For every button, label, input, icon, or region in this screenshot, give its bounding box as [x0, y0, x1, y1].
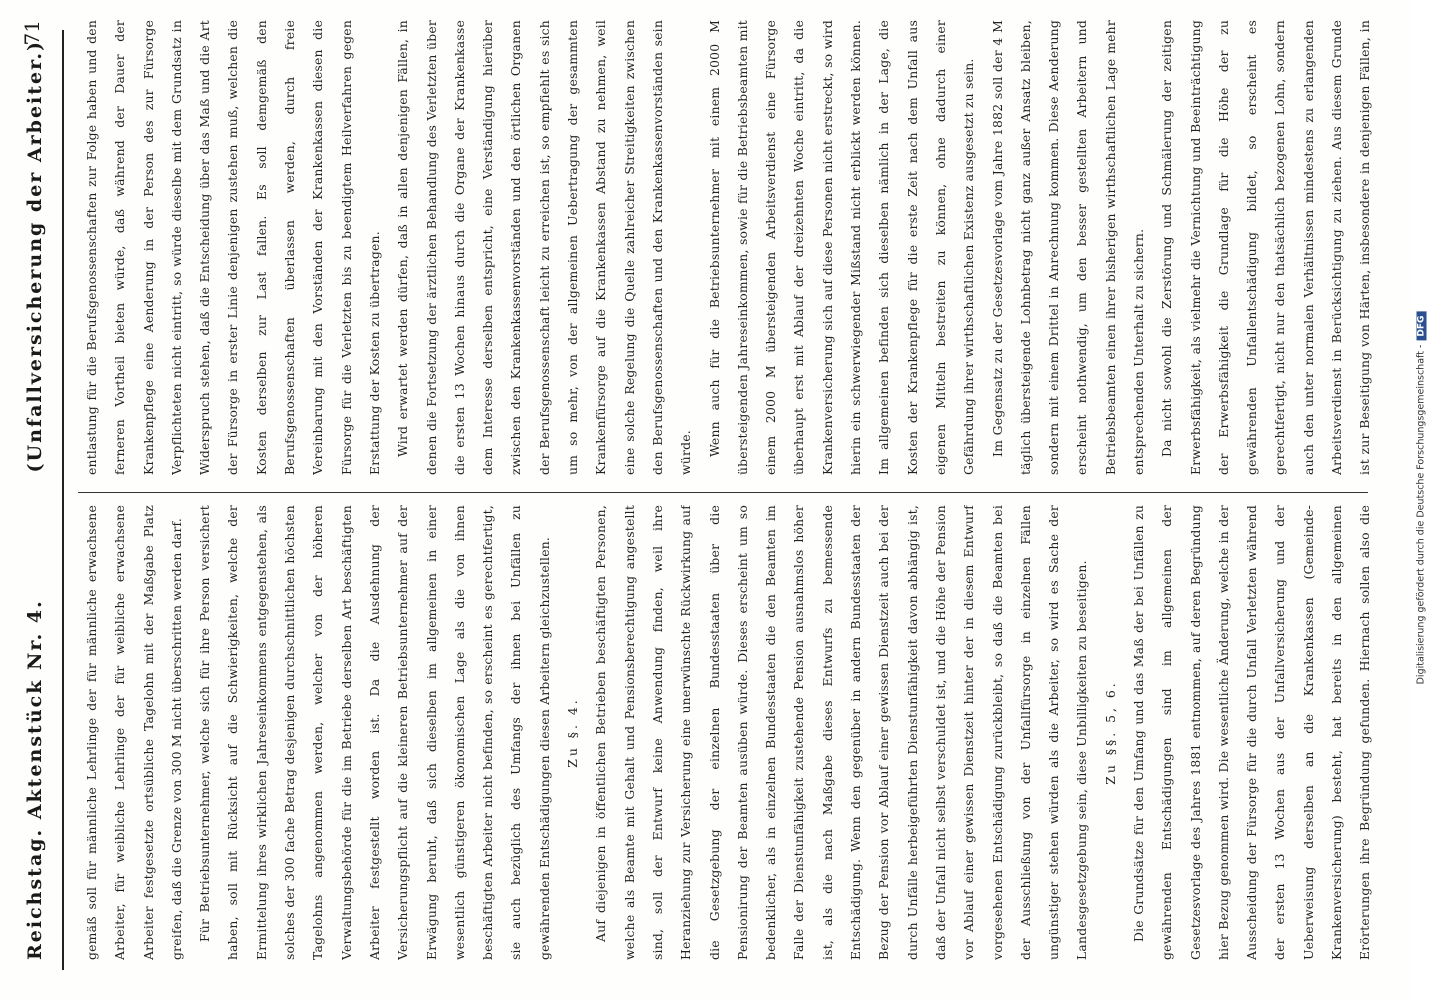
paragraph: Wenn auch für die Betriebsunternehmer mit einem 2000 M übersteigenden Jahreseinkommen, sowie für die Betriebsbeamten mit einem 2000 M übersteigenden Arbeitsverdienst eine Fürsorge überhaupt erst mit Ablauf der dreizehnten Woche eintritt, da die Krankenversicherung sich auf diese Personen nicht erstreckt, so wird hierin ein schwerwiegender Mißstand nicht erblickt werden können. Im allgemeinen befinden sich dieselben nämlich in der Lage, die Kosten der Krankenpflege für die erste Zeit nach dem Unfall aus eigenen Mitteln bestreiten zu können, ohne dadurch einer Gefährdung ihrer wirthschaftlichen Existenz ausgesetzt zu sein. — [706, 20, 977, 475]
right-text-column — [78, 20, 1378, 475]
stamp-text: Digitalisierung gefördert durch die Deutsche Forschungsgemeinschaft - — [1415, 344, 1427, 685]
paragraph: Auf diejenigen in öffentlichen Betrieben beschäftigten Personen, welche als Beamte mit Gehalt und Pensionsberechtigung angestellt sind, soll der Entwurf keine Anwendung finden, weil ihre Heranziehung zur Versicherung eine unerwünschte Rückwirkung auf die Gesetzgebung der einzelnen Bundesstaaten über die Pensionirung der Beamten ausüben würde. Dieses erscheint um so bedenklicher, als in einzelnen Bundesstaaten die den Beamten im Falle der Dienstunfähigkeit zustehende Pension ausnahmslos höher ist, als die nach Maßgabe dieses Entwurfs zu bemessende Entschädigung. Wenn den gegenüber in andern Bundesstaaten der Bezug der Pension vor Ablauf einer gewissen Dienstzeit auch bei der durch Unfälle herbeigeführten Dienstunfähigkeit davon abhängig ist, daß der Unfall nicht selbst verschuldet ist, und die Höhe der Pension vor Ablauf einer gewissen Dienstzeit hinter der in diesem Entwurf vorgesehenen Entschädigung zurückbleibt, so daß die Beamten bei der Ausschließung von der Unfallfürsorge in einzelnen Fällen ungünstiger stehen würden als die Arbeiter, so wird es Sache der Landesgesetzgebung sein, diese Unbilligkeiten zu beseitigen. — [593, 505, 1090, 960]
paragraph: Wird erwartet werden dürfen, daß in allen denjenigen Fällen, in denen die Fortsetzung der ärztlichen Behandlung des Verletzten über die ersten 13 Wochen hinaus durch die Organe der Krankenkasse dem Interesse derselben entspricht, eine Verständigung hierüber zwischen den Krankenkassenvorständen und den örtlichen Organen der Berufsgenossenschaft leicht zu erreichen ist, so empfiehlt es sich um so mehr, von der allgemeinen Uebertragung der gesammten Krankenfürsorge auf die Krankenkassen Abstand zu nehmen, weil eine solche Regelung die Quelle zahlreicher Streitigkeiten zwischen den Berufsgenossenschaften und den Krankenkassenvorständen sein würde. — [395, 20, 694, 475]
section-heading: Zu §§. 5, 6. — [1102, 680, 1118, 785]
paragraph: Da nicht sowohl die Zerstörung und Schmälerung der zeitigen Erwerbsfähigkeit, als vielmehr die Vernichtung und Beeinträchtigung der Erwerbsfähigkeit die Grundlage für die Höhe der zu gewährenden Unfallentschädigung bildet, so erscheint es gerechtfertigt, nicht nur den thatsächlich bezogenen Lohn, sondern auch den unter normalen Verhältnissen mindestens zu erlangenden Arbeitsverdienst in Berücksichtigung zu ziehen. Aus diesem Grunde ist zur Beseitigung von Härten, insbesondere in denjenigen Fällen, in — [1159, 20, 1373, 475]
page-number: 71 — [20, 20, 44, 46]
paragraph: Im Gegensatz zu der Gesetzesvorlage vom Jahre 1882 soll der 4 M täglich übersteigende Lohnbetrag nicht ganz außer Ansatz bleiben, sondern mit einem Drittel in Anrechnung kommen. Diese Aenderung erscheint nothwendig, um den besser gestellten Arbeitern und Betriebsbeamten einen ihrer bisherigen wirthschaftlichen Lage mehr entsprechenden Unterhalt zu sichern. — [989, 20, 1146, 475]
page-header — [14, 20, 58, 970]
left-text-column — [78, 505, 1378, 960]
column-divider — [78, 492, 1368, 493]
paragraph: gemäß soll für männliche Lehrlinge der für männliche erwachsene Arbeiter, für weibliche Lehrlinge der für weibliche erwachsene Arbeiter festgesetzte ortsübliche Tagelohn mit der Maßgabe Platz greifen, daß die Grenze von 300 M nicht überschritten werden darf. — [84, 505, 184, 960]
digitization-stamp — [1416, 312, 1427, 685]
paragraph: entlastung für die Berufsgenossenschaften zur Folge haben und den ferneren Vortheil bieten würde, daß während der Dauer der Krankenpflege eine Aenderung in der Person des zur Fürsorge Verpflichteten nicht eintritt, so würde dieselbe mit dem Grundsatz in Widerspruch stehen, daß die Entscheidung über das Maß und die Art der Fürsorge in erster Linie denjenigen zustehen muß, welchen die Kosten derselben zur Last fallen. Es soll demgemäß den Berufsgenossenschaften überlassen werden, durch freie Vereinbarung mit den Vorständen der Krankenkassen diesen die Fürsorge für die Verletzten bis zu beendigtem Heilverfahren gegen Erstattung der Kosten zu übertragen. — [84, 20, 382, 475]
paragraph: Die Grundsätze für den Umfang und das Maß der bei Unfällen zu gewährenden Entschädigungen sind im allgemeinen der Gesetzesvorlage des Jahres 1881 entnommen, auf deren Begründung hier Bezug genommen wird. Die wesentliche Änderung, welche in der Ausscheidung der Fürsorge für die durch Unfall Verletzten während der ersten 13 Wochen aus der Unfallversicherung und der Ueberweisung derselben an die Krankenkassen (Gemeinde-Krankenversicherung) besteht, hat bereits in den allgemeinen Erörterungen ihre Begründung gefunden. Hiernach sollen also die — [1130, 505, 1373, 960]
paragraph: Für Betriebsunternehmer, welche sich für ihre Person versichert haben, soll mit Rücksicht auf die Schwierigkeiten, welche der Ermittelung ihres wirklichen Jahreseinkommens entgegenstehen, als solches der 300 fache Betrag desjenigen durchschnittlichen höchsten Tagelohns angenommen werden, welcher von der höheren Verwaltungsbehörde für die im Betriebe derselben Art beschäftigten Arbeiter festgestellt worden ist. Da die Ausdehnung der Versicherungspflicht auf die kleineren Betriebsunternehmer auf der Erwägung beruht, daß sich dieselben im allgemeinen in einer wesentlich günstigeren ökonomischen Lage als die von ihnen beschäftigten Arbeiter nicht befinden, so erscheint es gerechtfertigt, sie auch bezüglich des Umfangs der ihnen bei Unfällen zu gewährenden Entschädigungen diesen Arbeitern gleichzustellen. — [197, 505, 552, 960]
header-left-title: Reichstag. Aktenstück Nr. 4. — [24, 599, 46, 960]
header-right-title: (Unfallversicherung der Arbeiter.) — [24, 40, 46, 473]
dfg-badge: DFG — [1417, 312, 1427, 341]
section-heading: Zu §. 4. — [565, 697, 581, 768]
header-rule — [62, 30, 64, 970]
